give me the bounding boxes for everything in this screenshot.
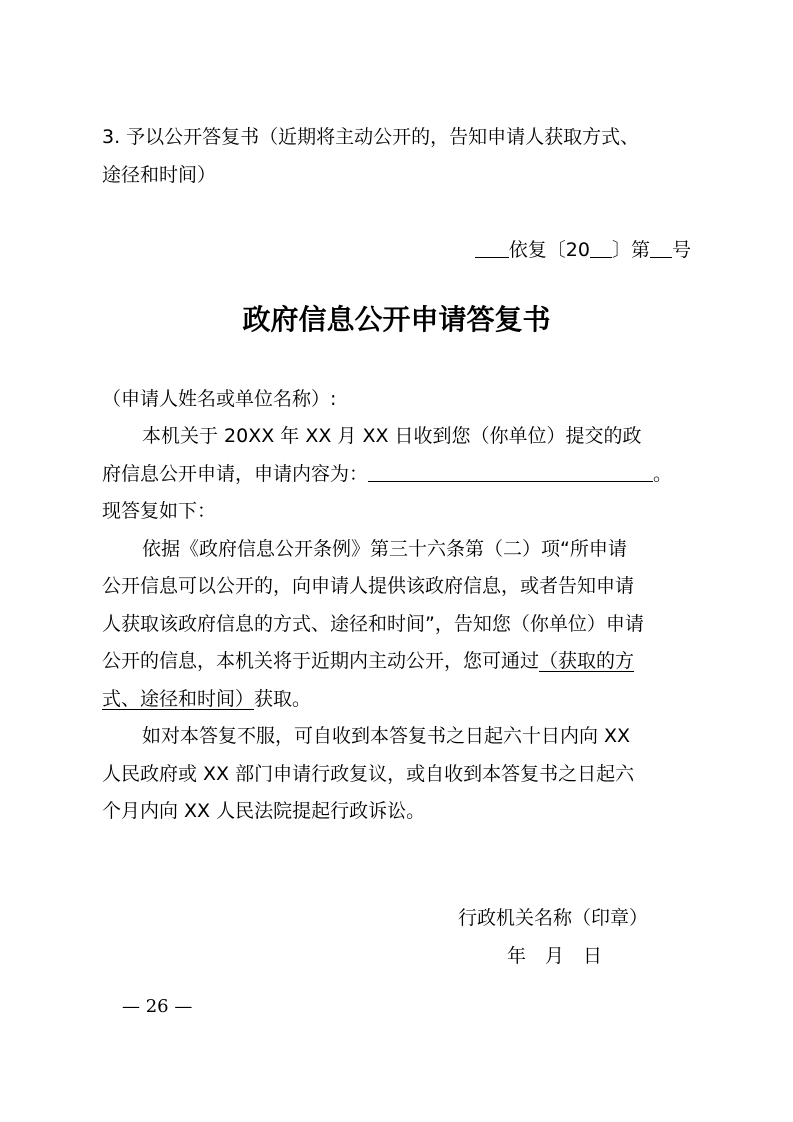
paragraph-1-line-2 bbox=[102, 458, 694, 490]
paragraph-2-line-3: 人获取该政府信息的方式、途径和时间”，告知您（你单位）申请 bbox=[102, 613, 644, 635]
access-method-underlined-2: 式、途径和时间） bbox=[102, 688, 255, 710]
reference-blank-prefix bbox=[475, 235, 509, 258]
reference-text-3: 号 bbox=[671, 239, 691, 261]
request-content-blank bbox=[368, 459, 653, 482]
reference-blank-year bbox=[590, 235, 612, 258]
paragraph-1-line-1: 本机关于 20XX 年 XX 月 XX 日收到您（你单位）提交的政 bbox=[142, 425, 642, 447]
paragraph-2-line-2: 公开信息可以公开的，向申请人提供该政府信息，或者告知申请 bbox=[102, 575, 635, 597]
reference-blank-number bbox=[650, 235, 672, 258]
signature-date: 年 月 日 bbox=[507, 945, 603, 967]
paragraph-1-line-2-end: 。 bbox=[653, 463, 673, 485]
reference-text-2: 〕第 bbox=[611, 239, 650, 261]
access-method-underlined-1: （获取的方 bbox=[539, 650, 635, 672]
paragraph-3-line-2: 人民政府或 XX 部门申请行政复议，或自收到本答复书之日起六 bbox=[102, 763, 635, 785]
paragraph-3-line-3: 个月内向 XX 人民法院提起行政诉讼。 bbox=[102, 800, 426, 822]
agency-signature: 行政机关名称（印章） bbox=[458, 907, 649, 929]
heading-line-1: 3. 予以公开答复书（近期将主动公开的，告知申请人获取方式、 bbox=[102, 126, 640, 148]
paragraph-2-line-4-text: 公开的信息，本机关将于近期内主动公开，您可通过 bbox=[102, 650, 540, 672]
paragraph-3-line-1: 如对本答复不服，可自收到本答复书之日起六十日内向 XX bbox=[142, 725, 631, 747]
paragraph-1-line-3: 现答复如下： bbox=[102, 500, 217, 522]
paragraph-2-line-1: 依据《政府信息公开条例》第三十六条第（二）项“所申请 bbox=[142, 538, 627, 560]
paragraph-2-line-5-text: 获取。 bbox=[254, 688, 312, 710]
reference-text-1: 依复〔20 bbox=[508, 239, 590, 261]
addressee-line: （申请人姓名或单位名称）: bbox=[102, 388, 337, 410]
paragraph-2-line-5 bbox=[102, 683, 694, 715]
heading-line-2: 途径和时间） bbox=[102, 164, 217, 186]
document-reference-number bbox=[475, 234, 691, 266]
paragraph-2-line-4 bbox=[102, 645, 694, 677]
paragraph-1-line-2-text: 府信息公开申请，申请内容为： bbox=[102, 463, 369, 485]
document-title: 政府信息公开申请答复书 bbox=[242, 303, 551, 336]
page-number: — 26 — bbox=[122, 996, 193, 1017]
